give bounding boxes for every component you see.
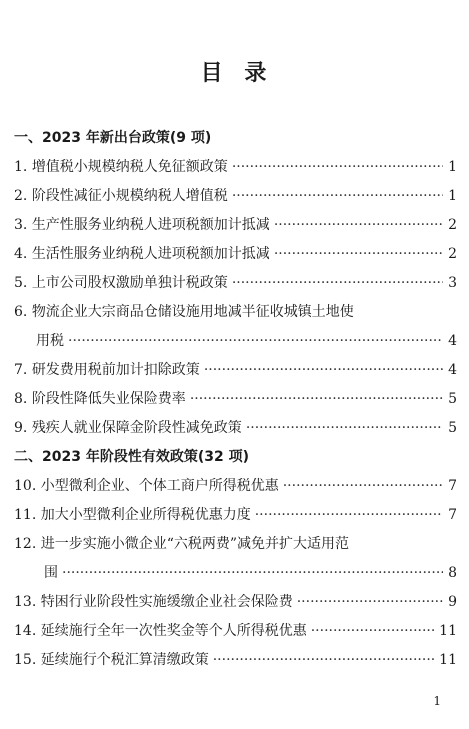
entry-title: 残疾人就业保障金阶段性减免政策 bbox=[31, 420, 242, 436]
entry-title: 延续施行全年一次性奖金等个人所得税优惠 bbox=[40, 623, 307, 639]
entry-title: 阶段性减征小规模纳税人增值税 bbox=[31, 188, 228, 204]
entry-title: 研发费用税前加计扣除政策 bbox=[31, 362, 200, 378]
leader-dots bbox=[232, 182, 443, 211]
section-heading-1: 一、2023 年新出台政策(9 项) bbox=[14, 130, 212, 146]
entry-title: 物流企业大宗商品仓储设施用地减半征收城镇土地使 bbox=[31, 304, 354, 320]
entry-page: 9 bbox=[448, 594, 457, 610]
leader-dots bbox=[204, 356, 443, 385]
toc-entry[interactable] bbox=[14, 298, 457, 327]
entry-page: 4 bbox=[448, 333, 457, 349]
leader-dots bbox=[283, 472, 443, 501]
entry-number: 6. bbox=[14, 304, 28, 320]
entry-number: 11. bbox=[14, 507, 37, 523]
section-heading-2: 二、2023 年阶段性有效政策(32 项) bbox=[14, 449, 249, 465]
entry-page: 1 bbox=[448, 188, 457, 204]
leader-dots bbox=[297, 588, 443, 617]
entry-number: 14. bbox=[14, 623, 37, 639]
table-of-contents bbox=[14, 124, 457, 675]
entry-number: 7. bbox=[14, 362, 28, 378]
entry-number: 5. bbox=[14, 275, 28, 291]
toc-entry[interactable] bbox=[14, 501, 457, 530]
entry-number: 4. bbox=[14, 246, 28, 262]
entry-page: 2 bbox=[448, 217, 457, 233]
entry-title-continued: 围 bbox=[44, 565, 58, 581]
entry-page: 3 bbox=[448, 275, 457, 291]
entry-page: 5 bbox=[448, 391, 457, 407]
leader-dots bbox=[232, 153, 443, 182]
toc-entry[interactable] bbox=[14, 356, 457, 385]
toc-entry[interactable] bbox=[14, 182, 457, 211]
entry-title: 延续施行个税汇算清缴政策 bbox=[40, 652, 209, 668]
entry-number: 8. bbox=[14, 391, 28, 407]
leader-dots bbox=[246, 414, 443, 443]
entry-number: 10. bbox=[14, 478, 37, 494]
entry-number: 1. bbox=[14, 159, 28, 175]
leader-dots bbox=[311, 617, 435, 646]
toc-entry[interactable] bbox=[14, 530, 457, 559]
entry-page: 11 bbox=[439, 623, 457, 639]
entry-page: 7 bbox=[448, 478, 457, 494]
entry-page: 8 bbox=[448, 565, 457, 581]
toc-entry[interactable] bbox=[14, 646, 457, 675]
leader-dots bbox=[274, 240, 443, 269]
leader-dots bbox=[62, 559, 443, 588]
leader-dots bbox=[68, 327, 443, 356]
entry-page: 7 bbox=[448, 507, 457, 523]
entry-number: 3. bbox=[14, 217, 28, 233]
entry-title: 阶段性降低失业保险费率 bbox=[31, 391, 186, 407]
toc-entry[interactable] bbox=[14, 385, 457, 414]
entry-title-continued: 用税 bbox=[36, 333, 64, 349]
entry-title: 增值税小规模纳税人免征额政策 bbox=[31, 159, 228, 175]
page-number: 1 bbox=[433, 694, 441, 708]
entry-number: 2. bbox=[14, 188, 28, 204]
entry-title: 生活性服务业纳税人进项税额加计抵减 bbox=[31, 246, 270, 262]
entry-page: 5 bbox=[448, 420, 457, 436]
toc-entry[interactable] bbox=[14, 472, 457, 501]
toc-entry[interactable] bbox=[14, 588, 457, 617]
toc-entry[interactable] bbox=[14, 211, 457, 240]
toc-entry[interactable] bbox=[14, 269, 457, 298]
entry-title: 生产性服务业纳税人进项税额加计抵减 bbox=[31, 217, 270, 233]
entry-page: 2 bbox=[448, 246, 457, 262]
leader-dots bbox=[274, 211, 443, 240]
toc-entry[interactable] bbox=[14, 240, 457, 269]
toc-entry[interactable] bbox=[14, 617, 457, 646]
entry-title: 上市公司股权激励单独计税政策 bbox=[31, 275, 228, 291]
toc-entry-continuation[interactable] bbox=[14, 559, 457, 588]
entry-page: 11 bbox=[439, 652, 457, 668]
leader-dots bbox=[232, 269, 443, 298]
entry-number: 15. bbox=[14, 652, 37, 668]
leader-dots bbox=[213, 646, 435, 675]
toc-entry[interactable] bbox=[14, 153, 457, 182]
toc-entry[interactable] bbox=[14, 414, 457, 443]
entry-title: 特困行业阶段性实施缓缴企业社会保险费 bbox=[40, 594, 293, 610]
toc-entry-continuation[interactable] bbox=[14, 327, 457, 356]
entry-title: 加大小型微利企业所得税优惠力度 bbox=[40, 507, 251, 523]
leader-dots bbox=[190, 385, 443, 414]
entry-number: 9. bbox=[14, 420, 28, 436]
entry-number: 13. bbox=[14, 594, 37, 610]
entry-title: 进一步实施小微企业“六税两费”减免并扩大适用范 bbox=[40, 536, 350, 552]
entry-number: 12. bbox=[14, 536, 37, 552]
entry-title: 小型微利企业、个体工商户所得税优惠 bbox=[40, 478, 279, 494]
leader-dots bbox=[255, 501, 443, 530]
entry-page: 4 bbox=[448, 362, 457, 378]
page-title: 目 录 bbox=[200, 61, 269, 86]
entry-page: 1 bbox=[448, 159, 457, 175]
